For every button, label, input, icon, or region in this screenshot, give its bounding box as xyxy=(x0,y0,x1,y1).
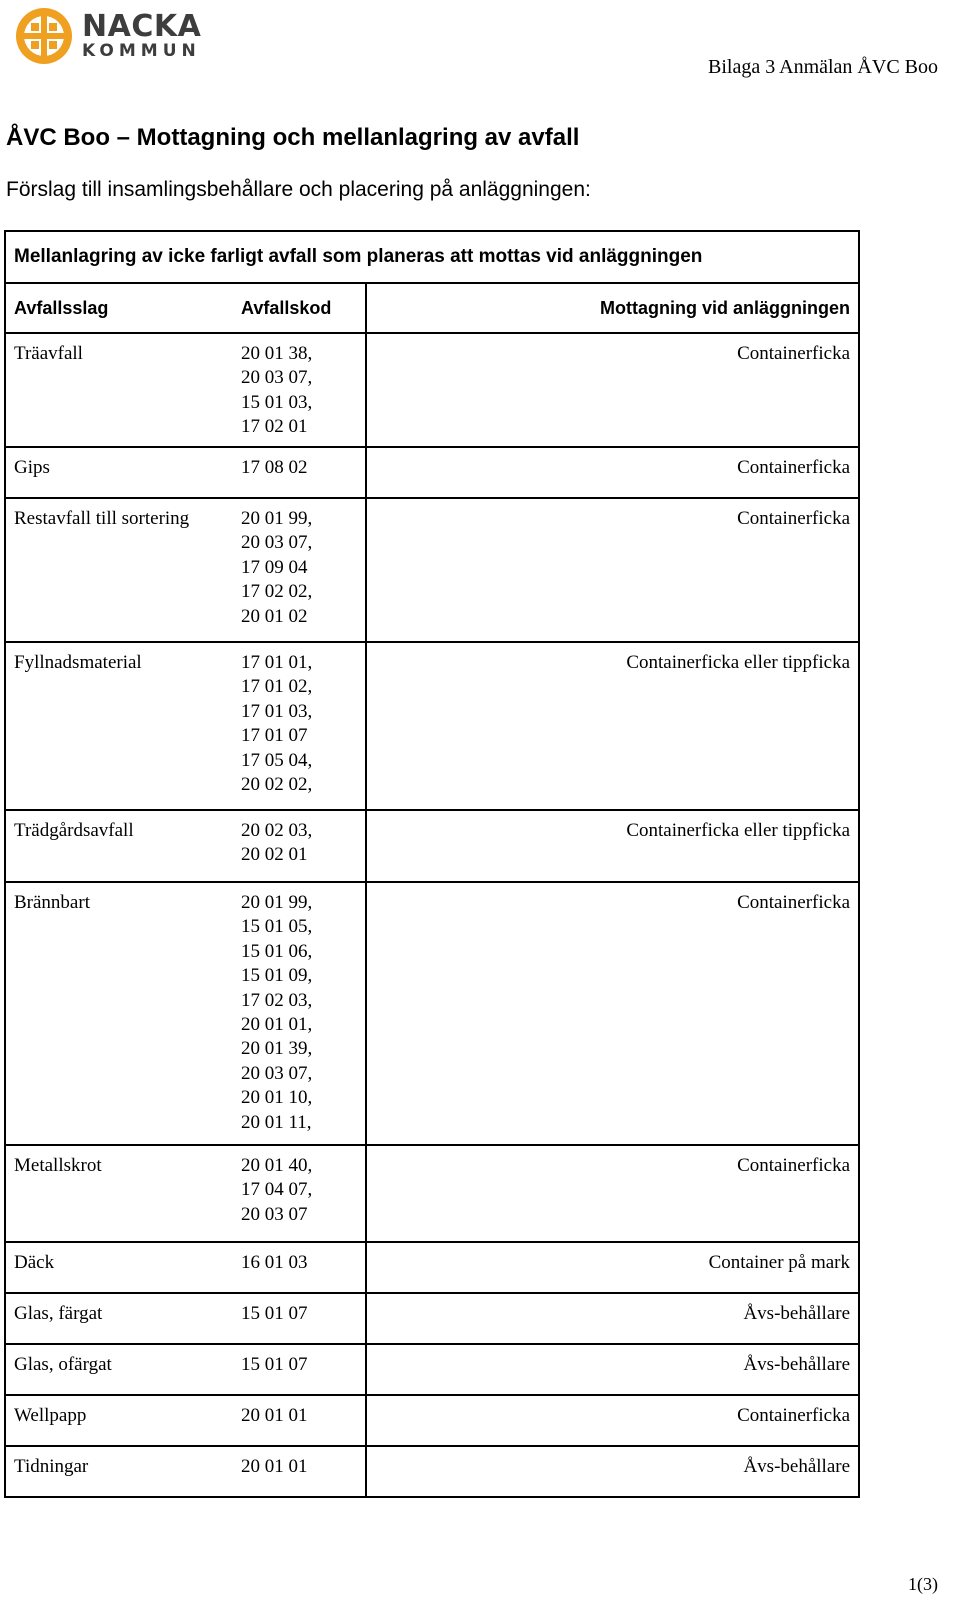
cell-waste-type: Restavfall till sortering xyxy=(5,498,233,642)
table-row xyxy=(5,1395,859,1446)
table-row xyxy=(5,1446,859,1497)
cell-reception: Containerficka xyxy=(366,333,859,447)
waste-code: 20 02 01 xyxy=(241,844,308,866)
cell-reception: Containerficka xyxy=(366,1145,859,1242)
waste-code: 15 01 06, xyxy=(241,940,313,962)
table-row xyxy=(5,1293,859,1344)
waste-code: 20 01 01 xyxy=(241,1405,308,1426)
table-row xyxy=(5,333,859,447)
waste-code: 20 03 07, xyxy=(241,532,313,554)
waste-code: 20 02 03, xyxy=(241,820,313,841)
waste-code: 15 01 05, xyxy=(241,916,313,938)
cell-waste-type: Tidningar xyxy=(5,1446,233,1497)
waste-code: 17 02 01 xyxy=(241,416,308,438)
waste-code: 17 02 02, xyxy=(241,581,313,603)
waste-code: 20 01 01, xyxy=(241,1014,313,1036)
table-row xyxy=(5,1242,859,1293)
waste-code: 17 01 01, xyxy=(241,652,313,673)
waste-code: 17 08 02 xyxy=(241,457,308,478)
cell-waste-type: Metallskrot xyxy=(5,1145,233,1242)
cell-waste-type: Trädgårdsavfall xyxy=(5,810,233,882)
column-header-waste-code: Avfallskod xyxy=(233,283,366,333)
table-row xyxy=(5,498,859,642)
cell-waste-type: Däck xyxy=(5,1242,233,1293)
cell-waste-type: Fyllnadsmaterial xyxy=(5,642,233,810)
waste-code: 17 01 07 xyxy=(241,725,308,747)
table-row xyxy=(5,810,859,882)
nacka-emblem-icon xyxy=(14,6,74,66)
document-title: ÅVC Boo – Mottagning och mellanlagring av avfall xyxy=(6,124,580,151)
cell-waste-codes xyxy=(233,810,366,882)
waste-code: 17 05 04, xyxy=(241,749,313,771)
table-row xyxy=(5,882,859,1145)
table-row xyxy=(5,1344,859,1395)
waste-code: 15 01 07 xyxy=(241,1303,308,1324)
waste-code: 20 01 39, xyxy=(241,1038,313,1060)
waste-code: 20 01 38, xyxy=(241,343,313,364)
cell-reception: Åvs-behållare xyxy=(366,1293,859,1344)
waste-code: 17 02 03, xyxy=(241,989,313,1011)
cell-waste-codes xyxy=(233,642,366,810)
table-header-row xyxy=(5,283,859,333)
cell-waste-type: Glas, ofärgat xyxy=(5,1344,233,1395)
table-row xyxy=(5,1145,859,1242)
waste-code: 20 02 02, xyxy=(241,774,313,796)
waste-code: 20 01 11, xyxy=(241,1111,312,1133)
waste-code: 20 01 10, xyxy=(241,1087,313,1109)
waste-code: 20 03 07 xyxy=(241,1203,308,1225)
cell-waste-codes xyxy=(233,1242,366,1293)
page-number: 1(3) xyxy=(908,1574,938,1594)
cell-waste-type: Träavfall xyxy=(5,333,233,447)
cell-reception: Containerficka xyxy=(366,1395,859,1446)
cell-waste-codes xyxy=(233,1395,366,1446)
cell-waste-codes xyxy=(233,1293,366,1344)
waste-code: 16 01 03 xyxy=(241,1252,308,1273)
cell-reception: Åvs-behållare xyxy=(366,1446,859,1497)
waste-code: 20 01 02 xyxy=(241,605,308,627)
cell-waste-type: Gips xyxy=(5,447,233,498)
cell-waste-codes xyxy=(233,882,366,1145)
page-header xyxy=(0,0,960,100)
column-header-reception: Mottagning vid anläggningen xyxy=(366,283,859,333)
nacka-logo xyxy=(14,6,201,66)
waste-code: 17 09 04 xyxy=(241,556,308,578)
cell-waste-codes xyxy=(233,498,366,642)
waste-code: 20 03 07, xyxy=(241,1062,313,1084)
column-header-waste-type: Avfallsslag xyxy=(5,283,233,333)
cell-reception: Containerficka eller tippficka xyxy=(366,642,859,810)
waste-code: 20 01 99, xyxy=(241,892,313,913)
cell-reception: Åvs-behållare xyxy=(366,1344,859,1395)
logo-subtitle: KOMMUN xyxy=(82,41,201,61)
waste-code: 17 01 02, xyxy=(241,676,313,698)
cell-waste-type: Glas, färgat xyxy=(5,1293,233,1344)
table-row xyxy=(5,447,859,498)
waste-code: 20 01 99, xyxy=(241,508,313,529)
waste-code: 17 04 07, xyxy=(241,1179,313,1201)
waste-code: 20 01 01 xyxy=(241,1456,308,1477)
logo-name: NACKA xyxy=(82,9,202,44)
waste-code: 20 03 07, xyxy=(241,367,313,389)
cell-waste-type: Wellpapp xyxy=(5,1395,233,1446)
waste-code: 15 01 09, xyxy=(241,965,313,987)
cell-reception: Containerficka xyxy=(366,447,859,498)
cell-waste-codes xyxy=(233,333,366,447)
waste-code: 15 01 07 xyxy=(241,1354,308,1375)
cell-reception: Containerficka xyxy=(366,498,859,642)
cell-waste-codes xyxy=(233,1145,366,1242)
cell-reception: Containerficka xyxy=(366,882,859,1145)
cell-reception: Containerficka eller tippficka xyxy=(366,810,859,882)
waste-code: 20 01 40, xyxy=(241,1155,313,1176)
cell-waste-codes xyxy=(233,1446,366,1497)
waste-code: 17 01 03, xyxy=(241,700,313,722)
cell-waste-codes xyxy=(233,1344,366,1395)
document-subtitle: Förslag till insamlingsbehållare och placering på anläggningen: xyxy=(6,178,591,201)
waste-code: 15 01 03, xyxy=(241,391,313,413)
cell-waste-codes xyxy=(233,447,366,498)
waste-table xyxy=(4,230,860,1498)
cell-waste-type: Brännbart xyxy=(5,882,233,1145)
table-caption: Mellanlagring av icke farligt avfall som planeras att mottas vid anläggningen xyxy=(5,231,859,283)
cell-reception: Container på mark xyxy=(366,1242,859,1293)
table-row xyxy=(5,642,859,810)
attachment-label: Bilaga 3 Anmälan ÅVC Boo xyxy=(708,56,938,78)
